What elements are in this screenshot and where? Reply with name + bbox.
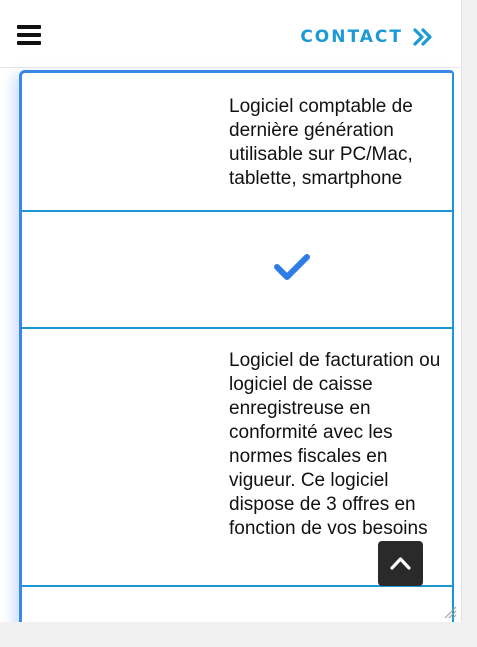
hamburger-bar (17, 33, 41, 37)
checkmark-icon (273, 252, 311, 282)
contact-label: CONTACT (300, 27, 403, 47)
resize-grip-icon[interactable] (443, 605, 457, 619)
scroll-to-top-button[interactable] (378, 541, 423, 586)
contact-link[interactable] (300, 27, 433, 47)
hamburger-menu-icon[interactable] (17, 25, 41, 45)
table-cell-text: Logiciel comptable de dernière génération utilisable sur PC/Mac, tablette, smartphone (229, 96, 413, 189)
chevron-up-icon (390, 555, 411, 571)
double-chevron-right-icon (413, 28, 433, 46)
site-header (0, 0, 461, 68)
table-row (22, 212, 454, 329)
table-row (22, 587, 454, 622)
comparison-table (22, 73, 454, 622)
table-row (22, 73, 454, 212)
table-cell-text: Logiciel de facturation ou logiciel de caisse enregistreuse en conformité avec les normes fiscales en vigueur. Ce logiciel dispose de 3 offres en fonction de vos besoins (229, 350, 441, 539)
hamburger-bar (17, 25, 41, 29)
hamburger-bar (17, 41, 41, 45)
comparison-panel (19, 70, 454, 622)
